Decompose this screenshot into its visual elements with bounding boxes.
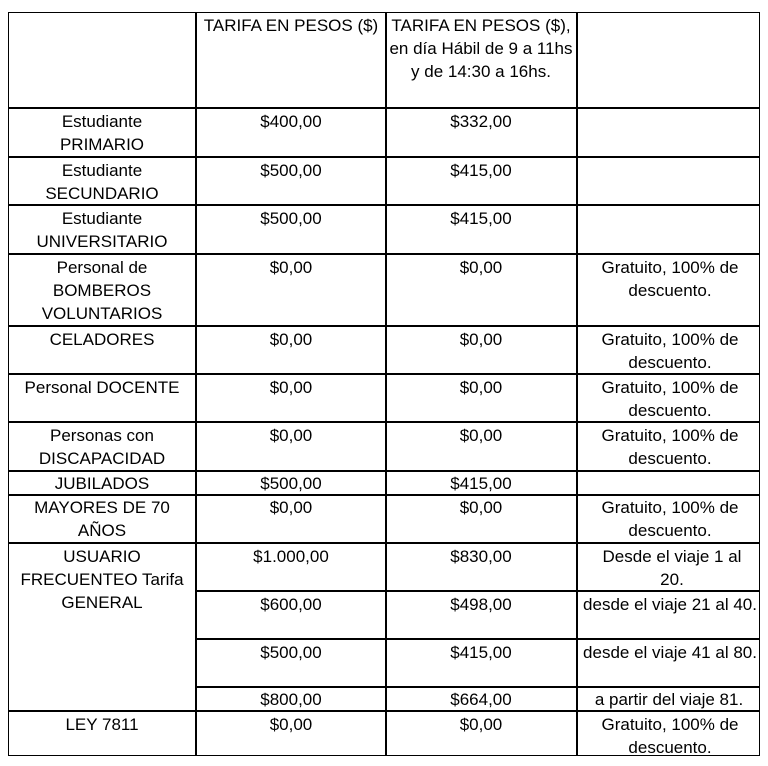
nota-cell: desde el viaje 41 al 80. bbox=[583, 643, 757, 662]
row-divider bbox=[9, 107, 759, 109]
row-divider bbox=[9, 325, 759, 327]
nota-cell: Gratuito, 100% de descuento. bbox=[601, 258, 739, 300]
tarifa-habil-cell: $415,00 bbox=[450, 209, 512, 228]
category-cell: LEY 7811 bbox=[65, 715, 139, 734]
header-tarifa-habil: TARIFA EN PESOS ($), en día Hábil de 9 a 11hs y de 14:30 a 16hs. bbox=[389, 16, 573, 81]
row-divider bbox=[9, 542, 759, 544]
tarifa-cell: $0,00 bbox=[269, 498, 313, 517]
col-divider bbox=[576, 13, 578, 755]
nota-cell: Desde el viaje 1 al 20. bbox=[602, 547, 742, 589]
nota-cell: Gratuito, 100% de descuento. bbox=[601, 378, 739, 420]
col-divider bbox=[385, 13, 387, 755]
tarifa-habil-cell: $415,00 bbox=[450, 474, 512, 493]
tarifa-cell: $500,00 bbox=[260, 643, 322, 662]
tarifa-habil-cell: $498,00 bbox=[450, 595, 512, 614]
category-cell: MAYORES DE 70 AÑOS bbox=[34, 498, 170, 540]
tier-divider bbox=[196, 638, 759, 640]
tarifa-cell: $0,00 bbox=[269, 426, 313, 445]
nota-cell: a partir del viaje 81. bbox=[594, 690, 744, 709]
tarifa-cell: $500,00 bbox=[260, 474, 322, 493]
tarifa-cell: $0,00 bbox=[269, 258, 313, 277]
header-tarifa: TARIFA EN PESOS ($) bbox=[203, 16, 379, 35]
tarifa-cell: $500,00 bbox=[260, 161, 322, 180]
category-cell: Personal de BOMBEROS VOLUNTARIOS bbox=[41, 258, 163, 323]
tarifa-habil-cell: $0,00 bbox=[459, 498, 503, 517]
nota-cell: desde el viaje 21 al 40. bbox=[583, 595, 757, 614]
tarifa-habil-cell: $0,00 bbox=[459, 258, 503, 277]
nota-cell: Gratuito, 100% de descuento. bbox=[601, 498, 739, 540]
tarifa-cell: $800,00 bbox=[260, 690, 322, 709]
tarifa-habil-cell: $664,00 bbox=[450, 690, 512, 709]
category-cell: Estudiante SECUNDARIO bbox=[45, 161, 159, 203]
tarifa-cell: $0,00 bbox=[269, 715, 313, 734]
tarifa-habil-cell: $415,00 bbox=[450, 643, 512, 662]
category-cell: Estudiante UNIVERSITARIO bbox=[36, 209, 168, 251]
tarifa-cell: $1.000,00 bbox=[253, 547, 329, 566]
row-divider bbox=[9, 156, 759, 158]
category-cell: Estudiante PRIMARIO bbox=[59, 112, 145, 154]
tarifa-habil-cell: $0,00 bbox=[459, 330, 503, 349]
tarifa-habil-cell: $332,00 bbox=[450, 112, 512, 131]
tarifa-cell: $0,00 bbox=[269, 330, 313, 349]
nota-cell: Gratuito, 100% de descuento. bbox=[601, 715, 739, 757]
category-cell: CELADORES bbox=[49, 330, 155, 349]
nota-cell: Gratuito, 100% de descuento. bbox=[601, 330, 739, 372]
category-cell: JUBILADOS bbox=[54, 474, 150, 493]
tarifa-habil-cell: $0,00 bbox=[459, 426, 503, 445]
tarifa-cell: $400,00 bbox=[260, 112, 322, 131]
tarifa-cell: $600,00 bbox=[260, 595, 322, 614]
category-cell: Personal DOCENTE bbox=[24, 378, 180, 397]
nota-cell: Gratuito, 100% de descuento. bbox=[601, 426, 739, 468]
category-cell: USUARIO FRECUENTEO Tarifa GENERAL bbox=[20, 547, 184, 612]
tarifa-cell: $500,00 bbox=[260, 209, 322, 228]
tarifa-habil-cell: $0,00 bbox=[459, 715, 503, 734]
tarifa-habil-cell: $0,00 bbox=[459, 378, 503, 397]
category-cell: Personas con DISCAPACIDAD bbox=[38, 426, 166, 468]
tarifa-cell: $0,00 bbox=[269, 378, 313, 397]
tarifa-habil-cell: $830,00 bbox=[450, 547, 512, 566]
row-divider bbox=[9, 253, 759, 255]
tarifas-table bbox=[8, 12, 760, 756]
tarifa-habil-cell: $415,00 bbox=[450, 161, 512, 180]
